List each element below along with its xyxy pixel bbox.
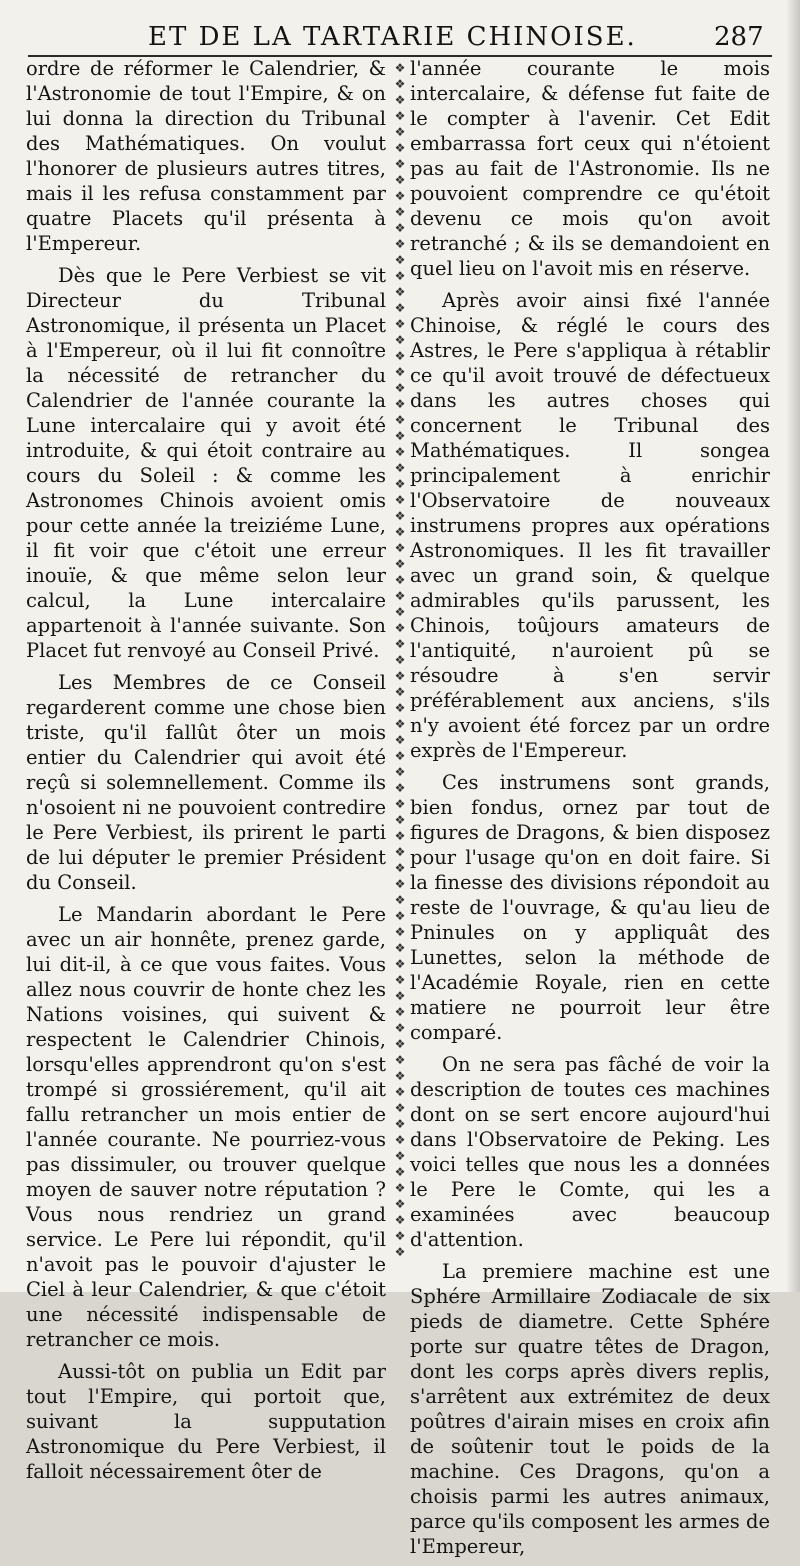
column-divider-ornament: ❖❖❖❖❖❖❖❖❖❖❖❖❖❖❖❖❖❖❖❖❖❖❖❖❖❖❖❖❖❖❖❖❖❖❖❖❖❖❖❖❖❖❖❖❖❖❖❖❖❖❖❖❖❖❖❖❖❖❖❖❖❖❖❖❖❖❖❖❖❖❖❖❖❖❖ <box>394 61 406 1259</box>
page-edge-shadow <box>786 0 800 1292</box>
left-column <box>26 56 386 1491</box>
paragraph: ordre de réformer le Calendrier, & l'Astronomie de tout l'Empire, & on lui donna la direction du Tribunal des Mathématiques. On voulut l'honorer de plusieurs autres titres, mais il les refusa constamment par quatre Placets qu'il présenta à l'Empereur. <box>26 57 386 255</box>
right-column <box>410 56 770 1566</box>
paragraph: Après avoir ainsi fixé l'année Chinoise, & réglé le cours des Astres, le Pere s'appliqua à rétablir ce qu'il avoit trouvé de défectueux dans les autres choses qui concernent le Tribunal des Mathématiques. Il songea principalement à enrichir l'Observatoire de nouveaux instrumens propres aux opérations Astronomiques. Il les fit travailler avec un grand soin, & quelque admirables qu'ils parussent, les Chinois, toûjours amateurs de l'antiquité, n'auroient pû se résoudre à s'en servir préférablement aux anciens, s'ils n'y avoient été forcez par un ordre exprès de l'Empereur. <box>410 289 770 762</box>
paragraph: l'année courante le mois intercalaire, & défense fut faite de le compter à l'avenir. Cet Edit embarrassa fort ceux qui n'étoient pas au fait de l'Astronomie. Ils ne pouvoient comprendre ce qu'étoit devenu ce mois qu'on avoit retranché ; & ils se demandoient en quel lieu on l'avoit mis en réserve. <box>410 57 770 280</box>
page-header <box>0 22 800 56</box>
paragraph: Dès que le Pere Verbiest se vit Directeur du Tribunal Astronomique, il présenta un Placet à l'Empereur, où il lui fit connoître la nécessité de retrancher du Calendrier de l'année courante la Lune intercalaire qui y avoit été introduite, & qui étoit contraire au cours du Soleil : & comme les Astronomes Chinois avoient omis pour cette année la treiziéme Lune, il fit voir que c'étoit une erreur inouïe, & que même selon leur calcul, la Lune intercalaire appartenoit à l'année suivante. Son Placet fut renvoyé au Conseil Privé. <box>26 264 386 662</box>
paragraph: Les Membres de ce Conseil regarderent comme une chose bien triste, qu'il fallût ôter un mois entier du Calendrier qui avoit été reçû si solemnellement. Comme ils n'osoient ni ne pouvoient contredire le Pere Verbiest, ils prirent le parti de lui députer le premier Président du Conseil. <box>26 671 386 894</box>
paragraph: Ces instrumens sont grands, bien fondus, ornez par tout de figures de Dragons, & bien disposez pour l'usage qu'on en doit faire. Si la finesse des divisions répondoit au reste de l'ouvrage, & qu'au lieu de Pninules on y appliquât des Lunettes, selon la méthode de l'Académie Royale, rien en cette matiere ne pourroit leur être comparé. <box>410 771 770 1044</box>
paragraph: Le Mandarin abordant le Pere avec un air honnête, prenez garde, lui dit-il, à ce que vous faites. Vous allez nous couvrir de honte chez les Nations voisines, qui suivent & respectent le Calendrier Chinois, lorsqu'elles apprendront qu'on s'est trompé si grossiérement, qu'il ait fallu retrancher un mois entier de l'année courante. Ne pourriez-vous pas dissimuler, ou trouver quelque moyen de sauver notre réputation ? Vous nous rendriez un grand service. Le Pere lui répondit, qu'il n'avoit pas le pouvoir d'ajuster le Ciel à leur Calendrier, & que c'étoit une nécessité indispensable de retrancher ce mois. <box>26 903 386 1351</box>
running-title: ET DE LA TARTARIE CHINOISE. <box>148 22 637 52</box>
paragraph: Aussi-tôt on publia un Edit par tout l'Empire, qui portoit que, suivant la supputation Astronomique du Pere Verbiest, il falloit nécessairement ôter de <box>26 1360 386 1483</box>
page-number: 287 <box>714 22 764 52</box>
paragraph: La premiere machine est une Sphére Armillaire Zodiacale de six pieds de diametre. Cette Sphére porte sur quatre têtes de Dragon, dont les corps après divers replis, s'arrêtent aux extrémitez de deux poûtres d'airain mises en croix afin de soûtenir tout le poids de la machine. Ces Dragons, qu'on a choisis parmi les autres animaux, parce qu'ils composent les armes de l'Empereur, <box>410 1260 770 1558</box>
paragraph: On ne sera pas fâché de voir la description de toutes ces machines dont on se sert encore aujourd'hui dans l'Observatoire de Peking. Les voici telles que nous les a données le Pere le Comte, qui les a examinées avec beaucoup d'attention. <box>410 1053 770 1251</box>
